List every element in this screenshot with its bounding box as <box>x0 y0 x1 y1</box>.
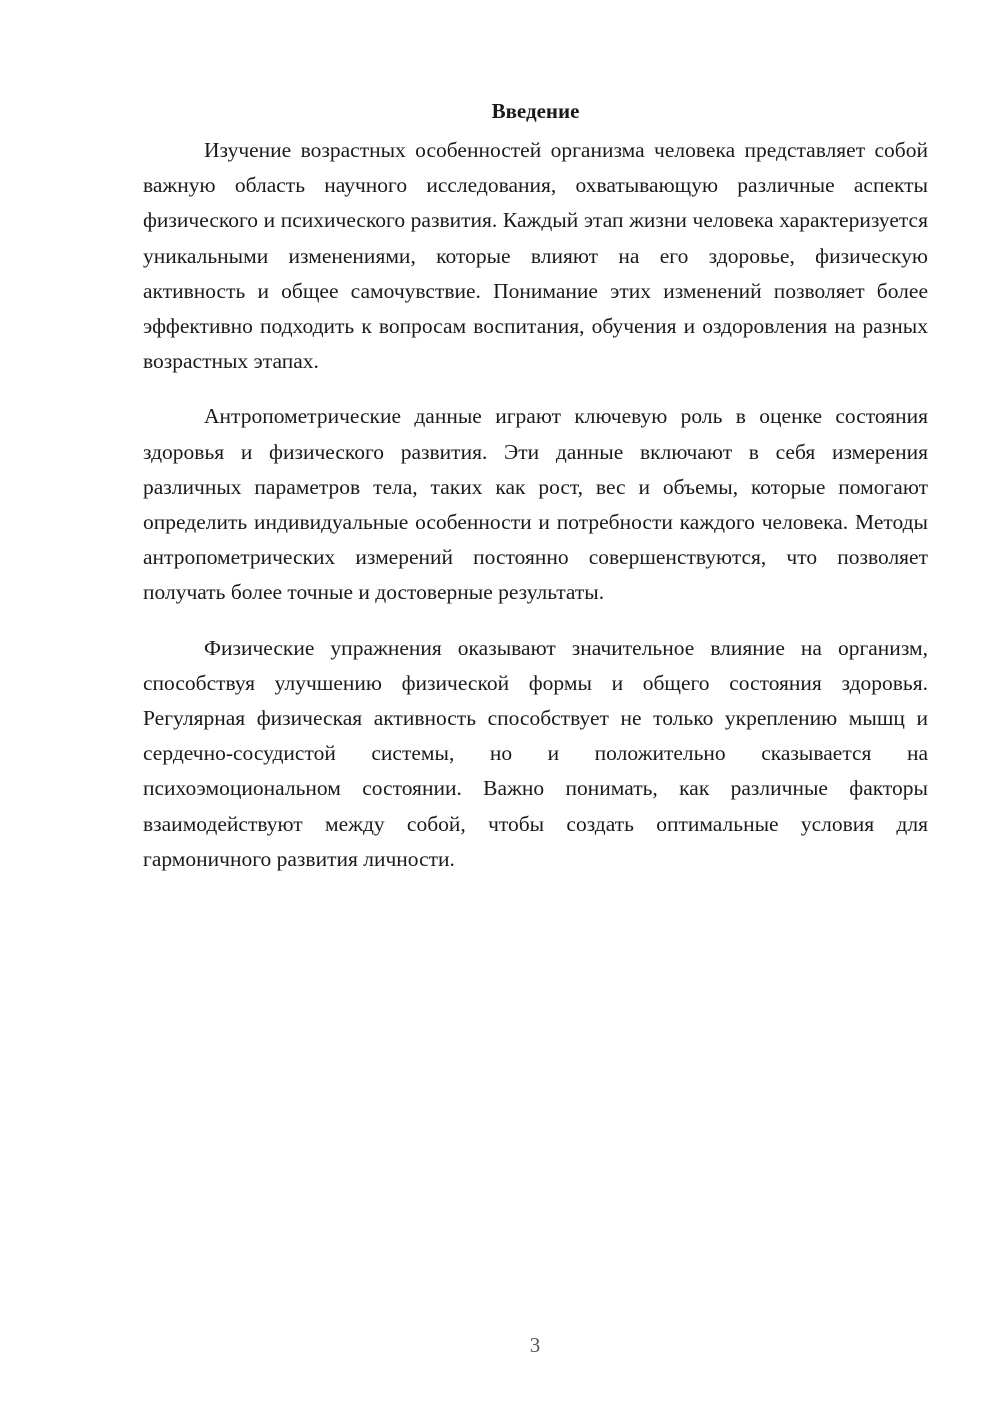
paragraph-1: Изучение возрастных особенностей организма человека представляет собой важную область научного исследования, охватывающую различные аспекты физического и психического развития. Каждый этап жизни человека характеризуется уникальными изменениями, которые влияют на его здоровье, физическую активность и общее самочувствие. Понимание этих изменений позволяет более эффективно подходить к вопросам воспитания, обучения и оздоровления на разных возрастных этапах. <box>143 138 928 374</box>
document-body <box>143 95 928 897</box>
paragraph-2: Антропометрические данные играют ключевую роль в оценке состояния здоровья и физического развития. Эти данные включают в себя измерения различных параметров тела, таких как рост, вес и объемы, которые помогают определить индивидуальные особенности и потребности каждого человека. Методы антропометрических измерений постоянно совершенствуются, что позволяет получать более точные и достоверные результаты. <box>143 404 928 605</box>
document-title: Введение <box>491 99 580 123</box>
paragraph-3: Физические упражнения оказывают значительное влияние на организм, способствуя улучшению физической формы и общего состояния здоровья. Регулярная физическая активность способствует не только укреплению мышц и сердечно-сосудистой системы, но и положительно сказывается на психоэмоциональном состоянии. Важно понимать, как различные факторы взаимодействуют между собой, чтобы создать оптимальные условия для гармоничного развития личности. <box>143 635 928 871</box>
page-number: 3 <box>529 1333 541 1357</box>
